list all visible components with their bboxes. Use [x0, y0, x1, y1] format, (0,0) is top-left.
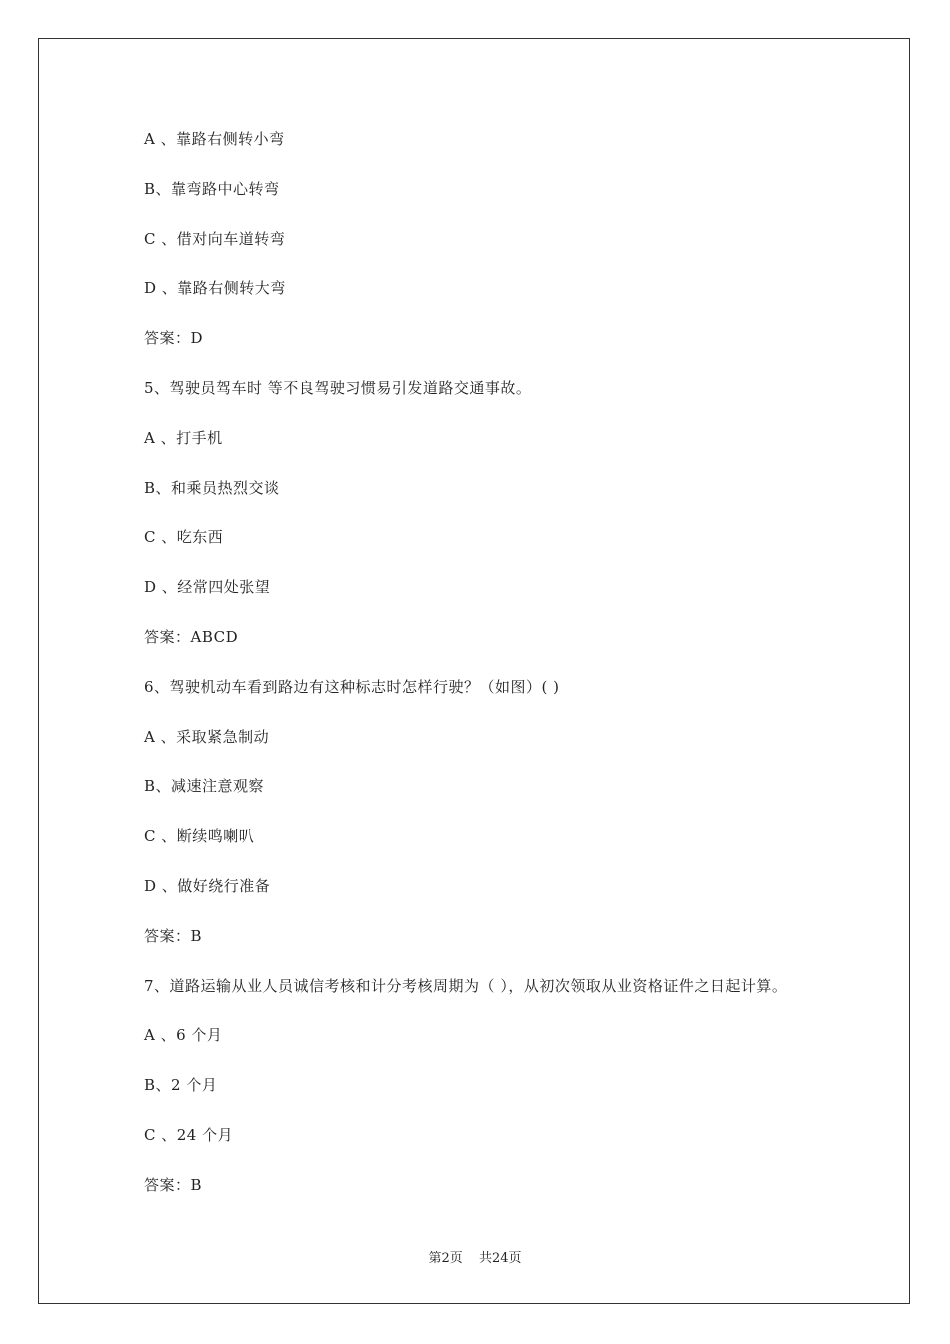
page-number: 第2页: [428, 1251, 463, 1266]
page-total: 共24页: [478, 1251, 522, 1266]
question-5: 5、驾驶员驾车时 等不良驾驶习惯易引发道路交通事故。: [144, 378, 532, 397]
option-d: D 、靠路右侧转大弯: [144, 279, 286, 298]
option-a: A 、6 个月: [144, 1026, 223, 1045]
question-6: 6、驾驶机动车看到路边有这种标志时怎样行驶？（如图）( ): [144, 677, 560, 696]
option-c: C 、借对向车道转弯: [144, 229, 286, 248]
option-a: A 、采取紧急制动: [144, 727, 270, 746]
option-d: D 、做好绕行准备: [144, 876, 271, 895]
question-7: 7、道路运输从业人员诚信考核和计分考核周期为（ ），从初次领取从业资格证件之日起计算。: [144, 976, 788, 995]
option-b: B、和乘员热烈交谈: [144, 478, 280, 497]
answer: 答案：B: [144, 926, 203, 945]
option-b: B、2 个月: [144, 1076, 218, 1095]
option-d: D 、经常四处张望: [144, 578, 271, 597]
option-c: C 、断续鸣喇叭: [144, 827, 255, 846]
option-a: A 、打手机: [144, 428, 223, 447]
answer: 答案：D: [144, 329, 204, 348]
option-c: C 、24 个月: [144, 1125, 234, 1144]
option-c: C 、吃东西: [144, 528, 224, 547]
answer: 答案：B: [144, 1175, 203, 1194]
page-footer: [0, 1247, 950, 1266]
option-b: B、靠弯路中心转弯: [144, 179, 280, 198]
option-a: A 、靠路右侧转小弯: [144, 130, 285, 148]
option-b: B、减速注意观察: [144, 777, 265, 796]
answer: 答案：ABCD: [144, 627, 239, 646]
document-body: [144, 125, 844, 1221]
